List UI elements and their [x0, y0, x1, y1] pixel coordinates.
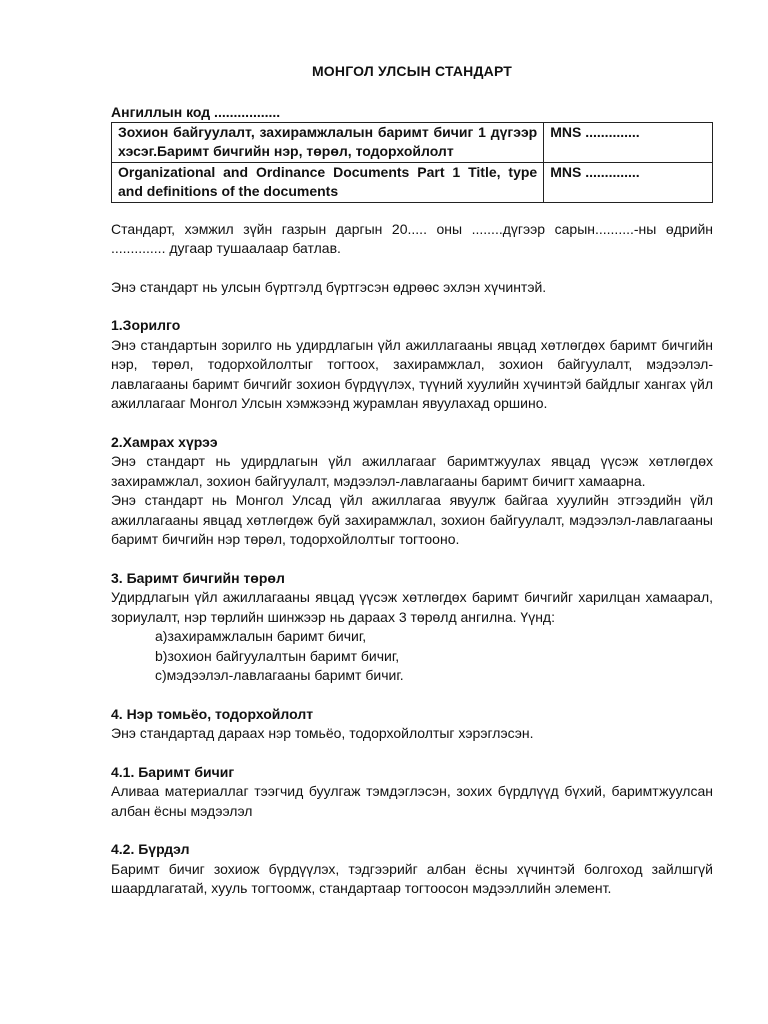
section-heading: 4.1. Баримт бичиг: [111, 763, 235, 780]
section-text: Удирдлагын үйл ажиллагааны явцад үүсэж хөтлөгдөх баримт бичгийг харилцан хамаарал, зориулалт, нэр төрлийн шинжээр нь дараах 3 төрөлд ангилна. Үүнд:: [111, 589, 713, 625]
table-row: [112, 122, 713, 162]
standard-title-en: Organizational and Ordinance Documents Part 1 Title, type and definitions of the documents: [112, 162, 544, 202]
section-heading: 2.Хамрах хүрээ: [111, 433, 218, 450]
section-purpose: [111, 316, 713, 414]
section-heading: 3. Баримт бичгийн төрөл: [111, 569, 285, 586]
list-item: c)мэдээлэл-лавлагааны баримт бичиг.: [155, 667, 404, 683]
standard-info-table: [111, 122, 713, 203]
section-text: Энэ стандарт нь удирдлагын үйл ажиллагааг баримтжуулах явцад үүсэж хөтлөгдөх захирамжлал, зохион байгуулалт, мэдээлэл-лавлагааны баримт бичигт хамаарна.: [111, 453, 713, 489]
section-text: Баримт бичиг зохиож бүрдүүлэх, тэдгээрийг албан ёсны хүчинтэй болгоход зайлшгүй шаардлагатай, хууль тогтоомж, стандартаар тогтоосон мэдээллийн элемент.: [111, 860, 713, 896]
document-page: [111, 62, 713, 918]
effective-paragraph: Энэ стандарт нь улсын бүртгэлд бүртгэсэн өдрөөс эхлэн хүчинтэй.: [111, 278, 547, 295]
section-heading: 4. Нэр томьёо, тодорхойлолт: [111, 705, 314, 722]
section-text: Энэ стандартад дараах нэр томьёо, тодорхойлолтыг хэрэглэсэн.: [111, 725, 534, 741]
document-title: МОНГОЛ УЛСЫН СТАНДАРТ: [311, 63, 513, 79]
classification-code: Ангиллын код .................: [111, 103, 281, 120]
section-scope: [111, 433, 713, 550]
standard-title-mn: Зохион байгуулалт, захирамжлалын баримт бичиг 1 дүгээр хэсэг.Баримт бичгийн нэр, төрөл, тодорхойлолт: [112, 122, 544, 162]
table-row: [112, 162, 713, 202]
section-text: Энэ стандартын зорилго нь удирдлагын үйл ажиллагааны явцад хөтлөгдөх баримт бичгийн нэр, төрөл, тодорхойлолтыг тогтоох, захирамжлал, зохион байгуулалт, мэдээлэл- лавлагааны баримт бичгийг зохион бүрдүүлэх, түүний хуулийн хүчинтэй байдлыг хангах үйл ажиллагааг Монгол Улсын хэмжээнд журамлан явуулахад оршино.: [111, 336, 713, 411]
standard-code-mn: MNS ..............: [544, 122, 713, 162]
section-term-document: [111, 763, 713, 822]
section-heading: 4.2. Бүрдэл: [111, 841, 190, 857]
section-text: Аливаа материаллаг тээгчид буулгаж тэмдэглэсэн, зохих бүрдлүүд бүхий, баримтжуулсан албан ёсны мэдээлэл: [111, 783, 713, 819]
list-item: a)захирамжлалын баримт бичиг,: [155, 628, 367, 644]
document-type-list: [111, 627, 713, 686]
section-text: Энэ стандарт нь Монгол Улсад үйл ажиллагаа явуулж байгаа хуулийн этгээдийн үйл ажиллагааны явцад хөтлөгдөж буй захирамжлал, зохион байгуулалт, мэдээлэл-лавлагааны баримт бичгийн нэр төрөл, тодорхойлолтыг тогтооно.: [111, 492, 713, 547]
section-term-element: [111, 840, 713, 899]
section-types: [111, 569, 713, 686]
approval-paragraph: Стандарт, хэмжил зүйн газрын даргын 20..... оны ........дүгээр сарын..........-ны өдрийн .............. дугаар тушаалаар батлав.: [111, 220, 713, 256]
section-terms: [111, 705, 713, 744]
list-item: b)зохион байгуулалтын баримт бичиг,: [155, 647, 400, 664]
section-heading: 1.Зорилго: [111, 317, 181, 333]
standard-code-en: MNS ..............: [544, 162, 713, 202]
